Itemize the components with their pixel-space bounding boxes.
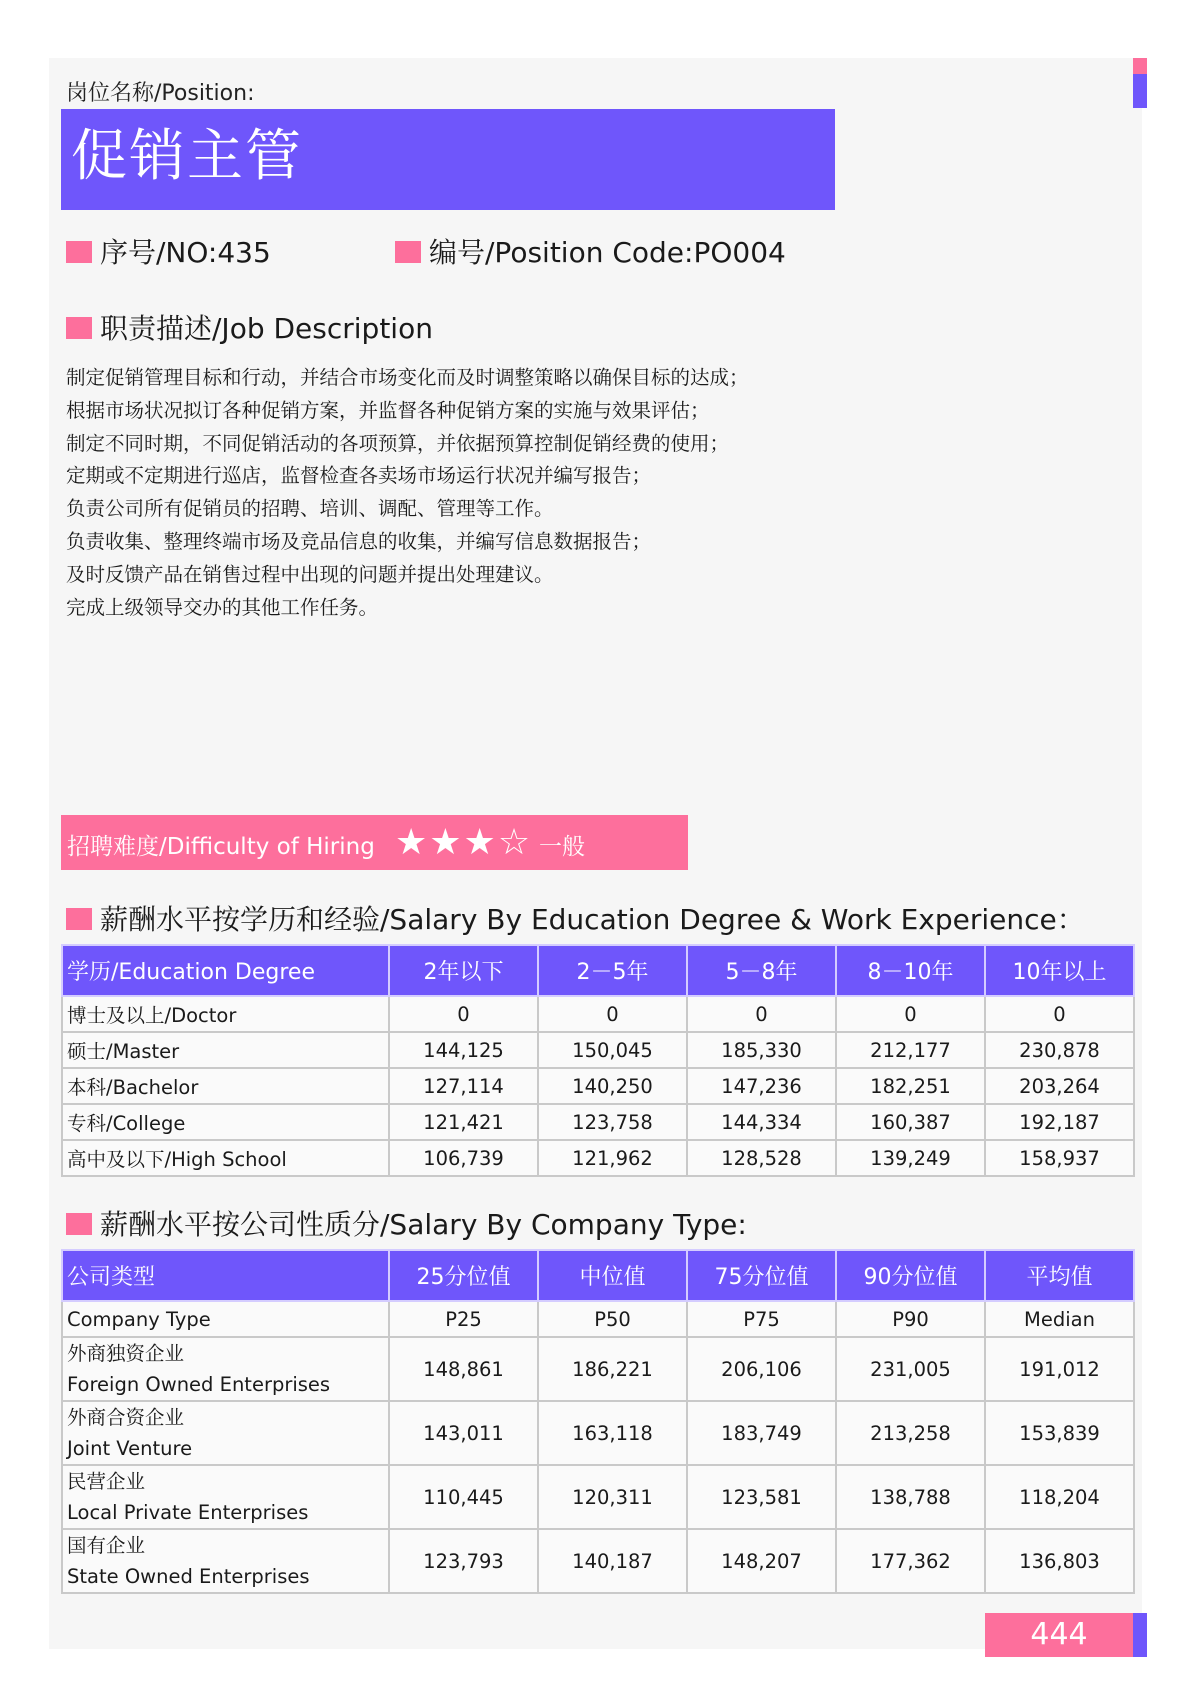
company-type-cn: 外商独资企业 — [67, 1342, 185, 1365]
table-cell: 182,251 — [836, 1068, 985, 1104]
company-type-en: Joint Venture — [67, 1437, 193, 1460]
table-header-row — [62, 945, 1134, 996]
education-salary-heading — [66, 898, 1085, 938]
table-cell: 147,236 — [687, 1068, 836, 1104]
table-cell: 121,962 — [538, 1140, 687, 1176]
table-header-cell: 8－10年 — [836, 945, 985, 996]
table-row-label — [62, 1337, 389, 1401]
table-cell: 0 — [985, 996, 1134, 1032]
job-description-line: 及时反馈产品在销售过程中出现的问题并提出处理建议。 — [66, 562, 554, 586]
table-header-cell: 2年以下 — [389, 945, 538, 996]
company-salary-table — [61, 1249, 1135, 1594]
table-header-cell: 90分位值 — [836, 1250, 985, 1301]
table-row-label — [62, 1401, 389, 1465]
pink-square-icon — [66, 317, 92, 339]
table-cell: 150,045 — [538, 1032, 687, 1068]
table-header-cell: 学历/Education Degree — [62, 945, 389, 996]
table-row — [62, 1465, 1134, 1529]
table-row — [62, 996, 1134, 1032]
table-cell: 0 — [687, 996, 836, 1032]
job-description-line: 负责收集、整理终端市场及竞品信息的收集，并编写信息数据报告； — [66, 529, 652, 553]
table-subheader-cell: P75 — [687, 1301, 836, 1337]
table-cell: 148,207 — [687, 1529, 836, 1593]
page-number: 444 — [985, 1613, 1133, 1657]
job-description-heading — [66, 307, 433, 347]
position-label: 岗位名称/Position: — [66, 81, 255, 106]
table-cell: 140,250 — [538, 1068, 687, 1104]
company-type-en: Local Private Enterprises — [67, 1501, 309, 1524]
job-description-line: 制定不同时期，不同促销活动的各项预算，并依据预算控制促销经费的使用； — [66, 431, 730, 455]
job-description-line: 制定促销管理目标和行动，并结合市场变化而及时调整策略以确保目标的达成； — [66, 366, 749, 389]
corner-accent-violet — [1133, 74, 1147, 108]
education-salary-heading-text: 薪酬水平按学历和经验/Salary By Education Degree & Work Experience： — [100, 903, 1085, 936]
position-number — [66, 231, 271, 271]
table-cell: 127,114 — [389, 1068, 538, 1104]
job-description-line: 根据市场状况拟订各种促销方案，并监督各种促销方案的实施与效果评估； — [66, 398, 710, 422]
table-cell: 139,249 — [836, 1140, 985, 1176]
education-salary-table — [61, 944, 1135, 1177]
table-cell: 177,362 — [836, 1529, 985, 1593]
table-cell: 192,187 — [985, 1104, 1134, 1140]
table-cell: 0 — [836, 996, 985, 1032]
hiring-difficulty-rating: 一般 — [539, 834, 585, 860]
table-row — [62, 1401, 1134, 1465]
company-salary-heading — [66, 1203, 747, 1243]
table-row — [62, 1529, 1134, 1593]
table-cell: 118,204 — [985, 1465, 1134, 1529]
table-header-cell: 公司类型 — [62, 1250, 389, 1301]
company-salary-heading-text: 薪酬水平按公司性质分/Salary By Company Type: — [100, 1208, 747, 1241]
table-row-label — [62, 1465, 389, 1529]
table-cell: 160,387 — [836, 1104, 985, 1140]
table-cell: 106,739 — [389, 1140, 538, 1176]
table-cell: 153,839 — [985, 1401, 1134, 1465]
table-cell: 143,011 — [389, 1401, 538, 1465]
table-header-cell: 中位值 — [538, 1250, 687, 1301]
table-cell: 158,937 — [985, 1140, 1134, 1176]
table-cell: 185,330 — [687, 1032, 836, 1068]
table-row-label: 博士及以上/Doctor — [62, 996, 389, 1032]
table-header-cell: 75分位值 — [687, 1250, 836, 1301]
table-header-cell: 5－8年 — [687, 945, 836, 996]
company-type-cn: 国有企业 — [67, 1534, 146, 1557]
table-row-label: 专科/College — [62, 1104, 389, 1140]
table-header-cell: 25分位值 — [389, 1250, 538, 1301]
table-cell: 136,803 — [985, 1529, 1134, 1593]
table-cell: 123,793 — [389, 1529, 538, 1593]
job-description-line: 定期或不定期进行巡店，监督检查各卖场市场运行状况并编写报告； — [66, 464, 652, 488]
company-type-en: State Owned Enterprises — [67, 1565, 310, 1588]
table-cell: 148,861 — [389, 1337, 538, 1401]
job-description-list — [66, 362, 749, 624]
position-number-text: 序号/NO:435 — [100, 236, 271, 269]
page-number-accent — [1133, 1613, 1147, 1657]
table-cell: 0 — [389, 996, 538, 1032]
table-header-cell: 10年以上 — [985, 945, 1134, 996]
table-row — [62, 1337, 1134, 1401]
table-row — [62, 1140, 1134, 1176]
company-type-en: Foreign Owned Enterprises — [67, 1373, 331, 1396]
table-cell: 123,758 — [538, 1104, 687, 1140]
job-description-line: 完成上级领导交办的其他工作任务。 — [66, 595, 379, 619]
table-subheader-cell: P25 — [389, 1301, 538, 1337]
table-cell: 230,878 — [985, 1032, 1134, 1068]
job-description-line: 负责公司所有促销员的招聘、培训、调配、管理等工作。 — [66, 497, 554, 521]
hiring-difficulty-bar — [61, 815, 688, 870]
table-subheader-cell: Company Type — [62, 1301, 389, 1337]
table-header-cell: 平均值 — [985, 1250, 1134, 1301]
table-subheader-row — [62, 1301, 1134, 1337]
table-cell: 110,445 — [389, 1465, 538, 1529]
page-title: 促销主管 — [71, 124, 303, 189]
table-row — [62, 1032, 1134, 1068]
table-cell: 203,264 — [985, 1068, 1134, 1104]
job-description-heading-text: 职责描述/Job Description — [100, 312, 433, 345]
table-cell: 163,118 — [538, 1401, 687, 1465]
title-bar — [61, 109, 835, 210]
table-cell: 121,421 — [389, 1104, 538, 1140]
table-cell: 183,749 — [687, 1401, 836, 1465]
table-row-label: 硕士/Master — [62, 1032, 389, 1068]
table-cell: 128,528 — [687, 1140, 836, 1176]
table-cell: 120,311 — [538, 1465, 687, 1529]
position-code-text: 编号/Position Code:PO004 — [429, 236, 786, 269]
pink-square-icon — [66, 1213, 92, 1235]
table-cell: 138,788 — [836, 1465, 985, 1529]
table-row-label — [62, 1529, 389, 1593]
position-code — [395, 231, 786, 271]
company-type-cn: 外商合资企业 — [67, 1406, 185, 1429]
table-subheader-cell: P50 — [538, 1301, 687, 1337]
table-subheader-cell: P90 — [836, 1301, 985, 1337]
table-cell: 213,258 — [836, 1401, 985, 1465]
table-row — [62, 1068, 1134, 1104]
table-cell: 191,012 — [985, 1337, 1134, 1401]
table-header-cell: 2－5年 — [538, 945, 687, 996]
corner-accent — [1133, 58, 1147, 108]
table-row-label: 本科/Bachelor — [62, 1068, 389, 1104]
table-subheader-cell: Median — [985, 1301, 1134, 1337]
table-row-label: 高中及以下/High School — [62, 1140, 389, 1176]
table-cell: 186,221 — [538, 1337, 687, 1401]
table-cell: 212,177 — [836, 1032, 985, 1068]
table-cell: 0 — [538, 996, 687, 1032]
table-cell: 123,581 — [687, 1465, 836, 1529]
table-cell: 144,334 — [687, 1104, 836, 1140]
star-rating-icon: ★★★☆ — [395, 822, 533, 863]
table-cell: 231,005 — [836, 1337, 985, 1401]
pink-square-icon — [66, 908, 92, 930]
table-header-row — [62, 1250, 1134, 1301]
hiring-difficulty-label: 招聘难度/Difficulty of Hiring — [67, 834, 375, 860]
pink-square-icon — [395, 241, 421, 263]
company-type-cn: 民营企业 — [67, 1470, 146, 1493]
corner-accent-pink — [1133, 58, 1147, 74]
table-cell: 144,125 — [389, 1032, 538, 1068]
table-row — [62, 1104, 1134, 1140]
table-cell: 140,187 — [538, 1529, 687, 1593]
table-cell: 206,106 — [687, 1337, 836, 1401]
pink-square-icon — [66, 241, 92, 263]
